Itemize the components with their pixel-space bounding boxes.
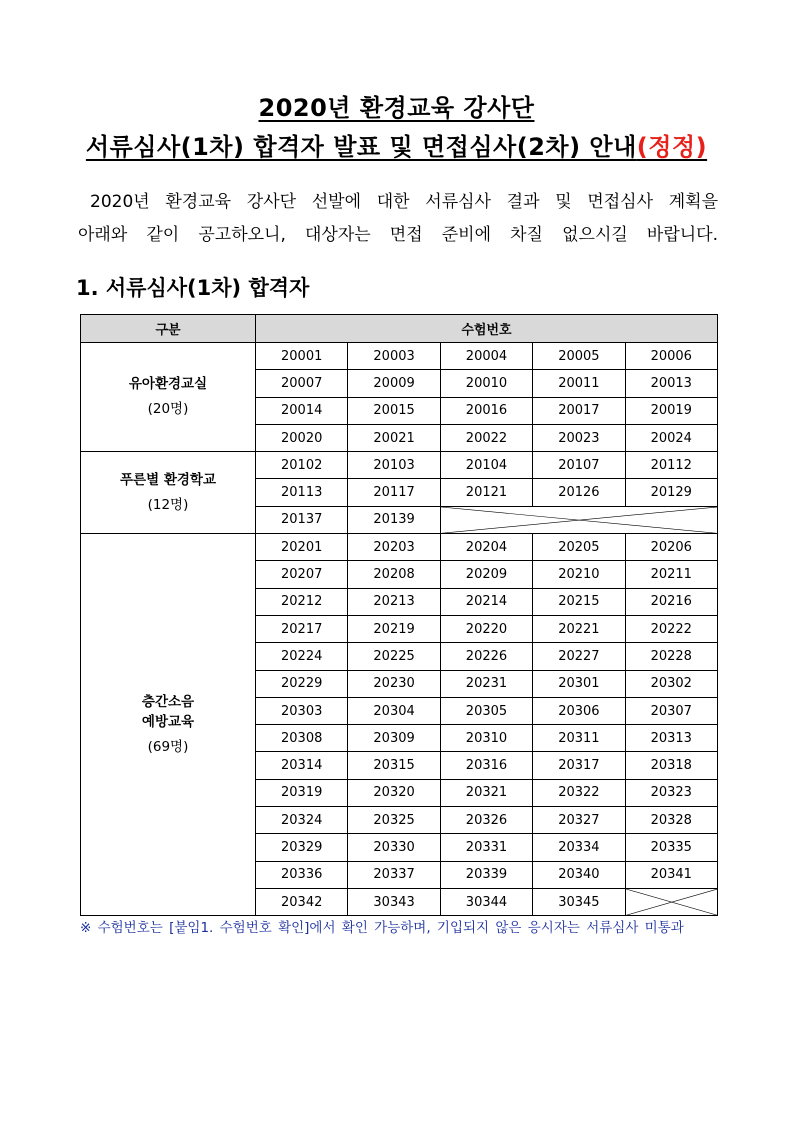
- exam-number-cell: 20023: [533, 424, 625, 451]
- exam-number-cell: 20137: [256, 506, 348, 533]
- exam-number-cell: 20304: [348, 697, 440, 724]
- exam-number-cell: 20319: [256, 779, 348, 806]
- exam-number-cell: 20225: [348, 643, 440, 670]
- exam-number-cell: 20103: [348, 452, 440, 479]
- exam-number-cell: 20003: [348, 343, 440, 370]
- exam-number-cell: 20020: [256, 424, 348, 451]
- category-cell: [81, 534, 256, 916]
- exam-number-cell: 20325: [348, 807, 440, 834]
- exam-number-cell: 20335: [625, 834, 717, 861]
- exam-number-cell: 20322: [533, 779, 625, 806]
- exam-number-cell: 20001: [256, 343, 348, 370]
- exam-number-cell: 20139: [348, 506, 440, 533]
- exam-number-cell: 20024: [625, 424, 717, 451]
- exam-number-cell: 20021: [348, 424, 440, 451]
- category-cell: [81, 343, 256, 452]
- exam-number-cell: 20004: [440, 343, 532, 370]
- category-count: (12명): [147, 496, 189, 513]
- exam-number-cell: 20226: [440, 643, 532, 670]
- category-name: 푸른별 환경학교: [120, 471, 216, 488]
- exam-number-cell: 20327: [533, 807, 625, 834]
- exam-number-cell: 20314: [256, 752, 348, 779]
- exam-number-cell: 20310: [440, 725, 532, 752]
- category-cell: [81, 452, 256, 534]
- exam-number-cell: 20311: [533, 725, 625, 752]
- exam-number-cell: 20208: [348, 561, 440, 588]
- exam-number-cell: 20339: [440, 861, 532, 888]
- document-subtitle: [0, 127, 793, 162]
- exam-number-cell: 20307: [625, 697, 717, 724]
- exam-number-cell: 20324: [256, 807, 348, 834]
- exam-number-cell: 20210: [533, 561, 625, 588]
- section-title: 1. 서류심사(1차) 합격자: [76, 276, 310, 300]
- exam-number-cell: 20204: [440, 534, 532, 561]
- exam-number-cell: 20015: [348, 397, 440, 424]
- header-numbers: 수험번호: [256, 315, 718, 343]
- category-count: (69명): [147, 738, 189, 755]
- correction-mark: (정정): [636, 133, 708, 161]
- exam-number-cell: 20323: [625, 779, 717, 806]
- exam-number-cell: 20126: [533, 479, 625, 506]
- exam-number-cell: 20209: [440, 561, 532, 588]
- exam-number-cell: 20331: [440, 834, 532, 861]
- exam-number-cell: 20222: [625, 615, 717, 642]
- category-count: (20명): [147, 401, 189, 418]
- exam-number-cell: 20321: [440, 779, 532, 806]
- exam-number-cell: 20224: [256, 643, 348, 670]
- exam-number-cell: 20104: [440, 452, 532, 479]
- category-name: 유아환경교실: [128, 376, 208, 393]
- exam-number-cell: 20107: [533, 452, 625, 479]
- exam-number-cell: 20117: [348, 479, 440, 506]
- intro-line-1: 2020년 환경교육 강사단 선발에 대한 서류심사 결과 및 면접심사 계획을: [90, 192, 718, 212]
- exam-number-cell: 20305: [440, 697, 532, 724]
- exam-number-cell: 20316: [440, 752, 532, 779]
- exam-number-cell: 20219: [348, 615, 440, 642]
- exam-number-cell: 20010: [440, 370, 532, 397]
- exam-number-cell: 20340: [533, 861, 625, 888]
- intro-line-2: 아래와 같이 공고하오니, 대상자는 면접 준비에 차질 없으시길 바랍니다.: [78, 225, 718, 245]
- exam-number-cell: 20308: [256, 725, 348, 752]
- exam-number-cell: 20302: [625, 670, 717, 697]
- exam-number-cell: 20005: [533, 343, 625, 370]
- exam-number-cell: 20215: [533, 588, 625, 615]
- exam-number-cell: 20212: [256, 588, 348, 615]
- exam-number-cell: 20341: [625, 861, 717, 888]
- exam-number-cell: 20006: [625, 343, 717, 370]
- passed-applicants-table: [80, 314, 718, 916]
- intro-paragraph: [78, 186, 718, 252]
- subtitle-main: 서류심사(1차) 합격자 발표 및 면접심사(2차) 안내: [85, 133, 637, 161]
- table-row: [81, 534, 718, 561]
- exam-number-cell: 20313: [625, 725, 717, 752]
- exam-number-cell: 20112: [625, 452, 717, 479]
- exam-number-cell: 20328: [625, 807, 717, 834]
- exam-number-cell: 20227: [533, 643, 625, 670]
- exam-number-cell: 20007: [256, 370, 348, 397]
- exam-number-cell: 20320: [348, 779, 440, 806]
- exam-number-cell: 30343: [348, 888, 440, 915]
- exam-number-cell: 20014: [256, 397, 348, 424]
- exam-number-cell: 20203: [348, 534, 440, 561]
- exam-number-cell: 20315: [348, 752, 440, 779]
- exam-number-cell: 20129: [625, 479, 717, 506]
- exam-number-cell: 20113: [256, 479, 348, 506]
- document-title: 2020년 환경교육 강사단: [258, 94, 535, 122]
- exam-number-cell: 20205: [533, 534, 625, 561]
- exam-number-cell: 20326: [440, 807, 532, 834]
- exam-number-cell: 20213: [348, 588, 440, 615]
- empty-cell: [625, 888, 717, 915]
- exam-number-cell: 20330: [348, 834, 440, 861]
- exam-number-cell: 20228: [625, 643, 717, 670]
- exam-number-cell: 30345: [533, 888, 625, 915]
- exam-number-cell: 30344: [440, 888, 532, 915]
- exam-number-cell: 20303: [256, 697, 348, 724]
- exam-number-cell: 20121: [440, 479, 532, 506]
- exam-number-cell: 20230: [348, 670, 440, 697]
- exam-number-cell: 20301: [533, 670, 625, 697]
- footnote: ※ 수험번호는 [붙임1. 수험번호 확인]에서 확인 가능하며, 기입되지 않은 응시자는 서류심사 미통과: [80, 920, 684, 936]
- exam-number-cell: 20342: [256, 888, 348, 915]
- exam-number-cell: 20013: [625, 370, 717, 397]
- exam-number-cell: 20019: [625, 397, 717, 424]
- exam-number-cell: 20337: [348, 861, 440, 888]
- exam-number-cell: 20318: [625, 752, 717, 779]
- exam-number-cell: 20017: [533, 397, 625, 424]
- exam-number-cell: 20201: [256, 534, 348, 561]
- exam-number-cell: 20211: [625, 561, 717, 588]
- exam-number-cell: 20329: [256, 834, 348, 861]
- exam-number-cell: 20309: [348, 725, 440, 752]
- exam-number-cell: 20231: [440, 670, 532, 697]
- table-row: [81, 452, 718, 479]
- exam-number-cell: 20022: [440, 424, 532, 451]
- exam-number-cell: 20009: [348, 370, 440, 397]
- exam-number-cell: 20217: [256, 615, 348, 642]
- table-row: [81, 343, 718, 370]
- exam-number-cell: 20214: [440, 588, 532, 615]
- empty-cell: [440, 506, 717, 533]
- exam-number-cell: 20207: [256, 561, 348, 588]
- exam-number-cell: 20229: [256, 670, 348, 697]
- empty-cell-cross: [626, 889, 717, 915]
- exam-number-cell: 20221: [533, 615, 625, 642]
- empty-cell-cross: [441, 507, 717, 533]
- exam-number-cell: 20306: [533, 697, 625, 724]
- exam-number-cell: 20011: [533, 370, 625, 397]
- exam-number-cell: 20220: [440, 615, 532, 642]
- exam-number-cell: 20016: [440, 397, 532, 424]
- exam-number-cell: 20334: [533, 834, 625, 861]
- exam-number-cell: 20102: [256, 452, 348, 479]
- exam-number-cell: 20216: [625, 588, 717, 615]
- exam-number-cell: 20317: [533, 752, 625, 779]
- header-category: 구분: [81, 315, 256, 343]
- exam-number-cell: 20206: [625, 534, 717, 561]
- category-name: 층간소음 예방교육: [141, 693, 195, 730]
- table-header-row: [81, 315, 718, 343]
- exam-number-cell: 20336: [256, 861, 348, 888]
